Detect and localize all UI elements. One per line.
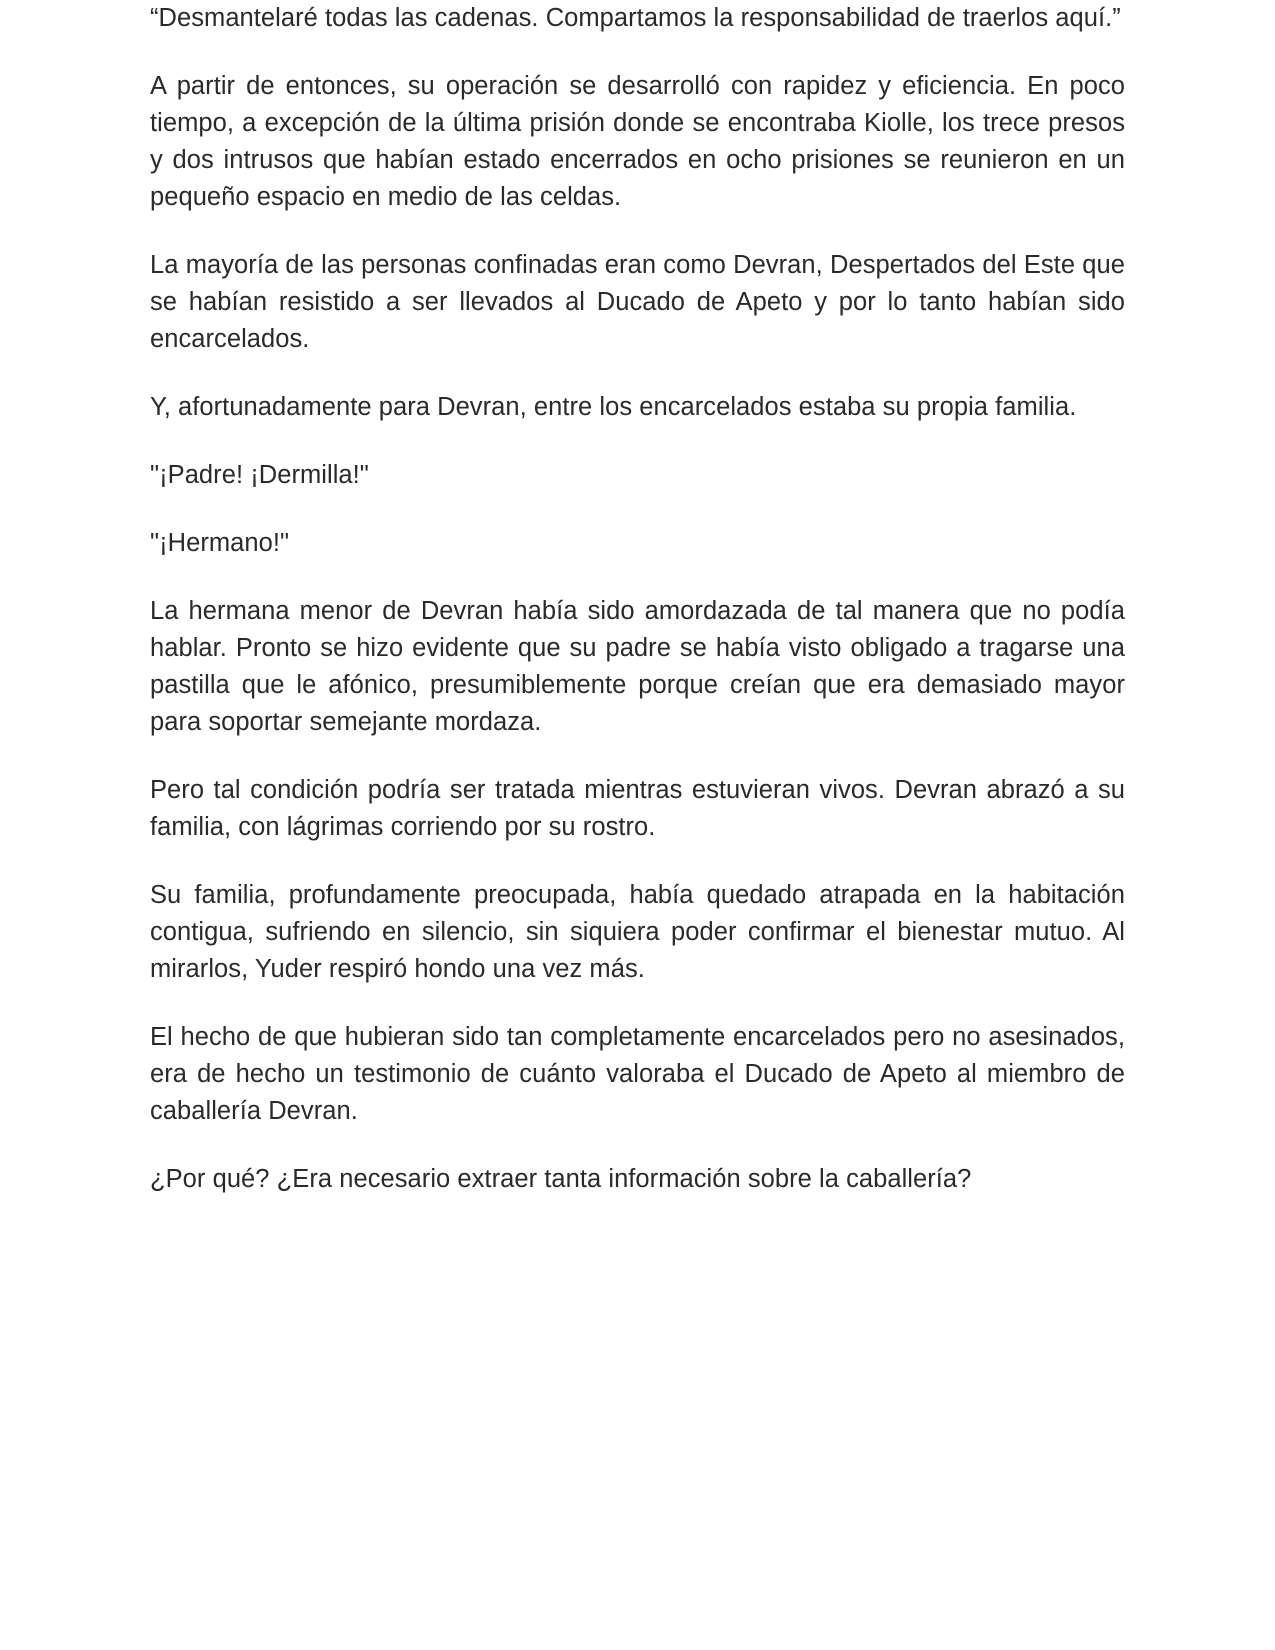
dialogue-line: "¡Padre! ¡Dermilla!"	[150, 461, 369, 489]
paragraph: Pero tal condición podría ser tratada mientras estuvieran vivos. Devran abrazó a su familia, con lágrimas corriendo por su rostro.	[150, 776, 1125, 841]
paragraph: La mayoría de las personas confinadas eran como Devran, Despertados del Este que se habían resistido a ser llevados al Ducado de Apeto y por lo tanto habían sido encarcelados.	[150, 251, 1125, 353]
paragraph: A partir de entonces, su operación se desarrolló con rapidez y eficiencia. En poco tiempo, a excepción de la última prisión donde se encontraba Kiolle, los trece presos y dos intrusos que habían estado encerrados en ocho prisiones se reunieron en un pequeño espacio en medio de las celdas.	[150, 72, 1125, 211]
paragraph: La hermana menor de Devran había sido amordazada de tal manera que no podía hablar. Pronto se hizo evidente que su padre se había visto obligado a tragarse una pastilla que le afónico, presumiblemente porque creían que era demasiado mayor para soportar semejante mordaza.	[150, 597, 1125, 736]
paragraph: Y, afortunadamente para Devran, entre los encarcelados estaba su propia familia.	[150, 393, 1077, 421]
document-page	[150, 0, 1125, 1229]
paragraph: “Desmantelaré todas las cadenas. Compartamos la responsabilidad de traerlos aquí.”	[150, 4, 1121, 32]
paragraph: Su familia, profundamente preocupada, había quedado atrapada en la habitación contigua, sufriendo en silencio, sin siquiera poder confirmar el bienestar mutuo. Al mirarlos, Yuder respiró hondo una vez más.	[150, 881, 1125, 983]
paragraph: El hecho de que hubieran sido tan completamente encarcelados pero no asesinados, era de hecho un testimonio de cuánto valoraba el Ducado de Apeto al miembro de caballería Devran.	[150, 1023, 1125, 1125]
dialogue-line: "¡Hermano!"	[150, 529, 290, 557]
paragraph: ¿Por qué? ¿Era necesario extraer tanta información sobre la caballería?	[150, 1165, 972, 1193]
